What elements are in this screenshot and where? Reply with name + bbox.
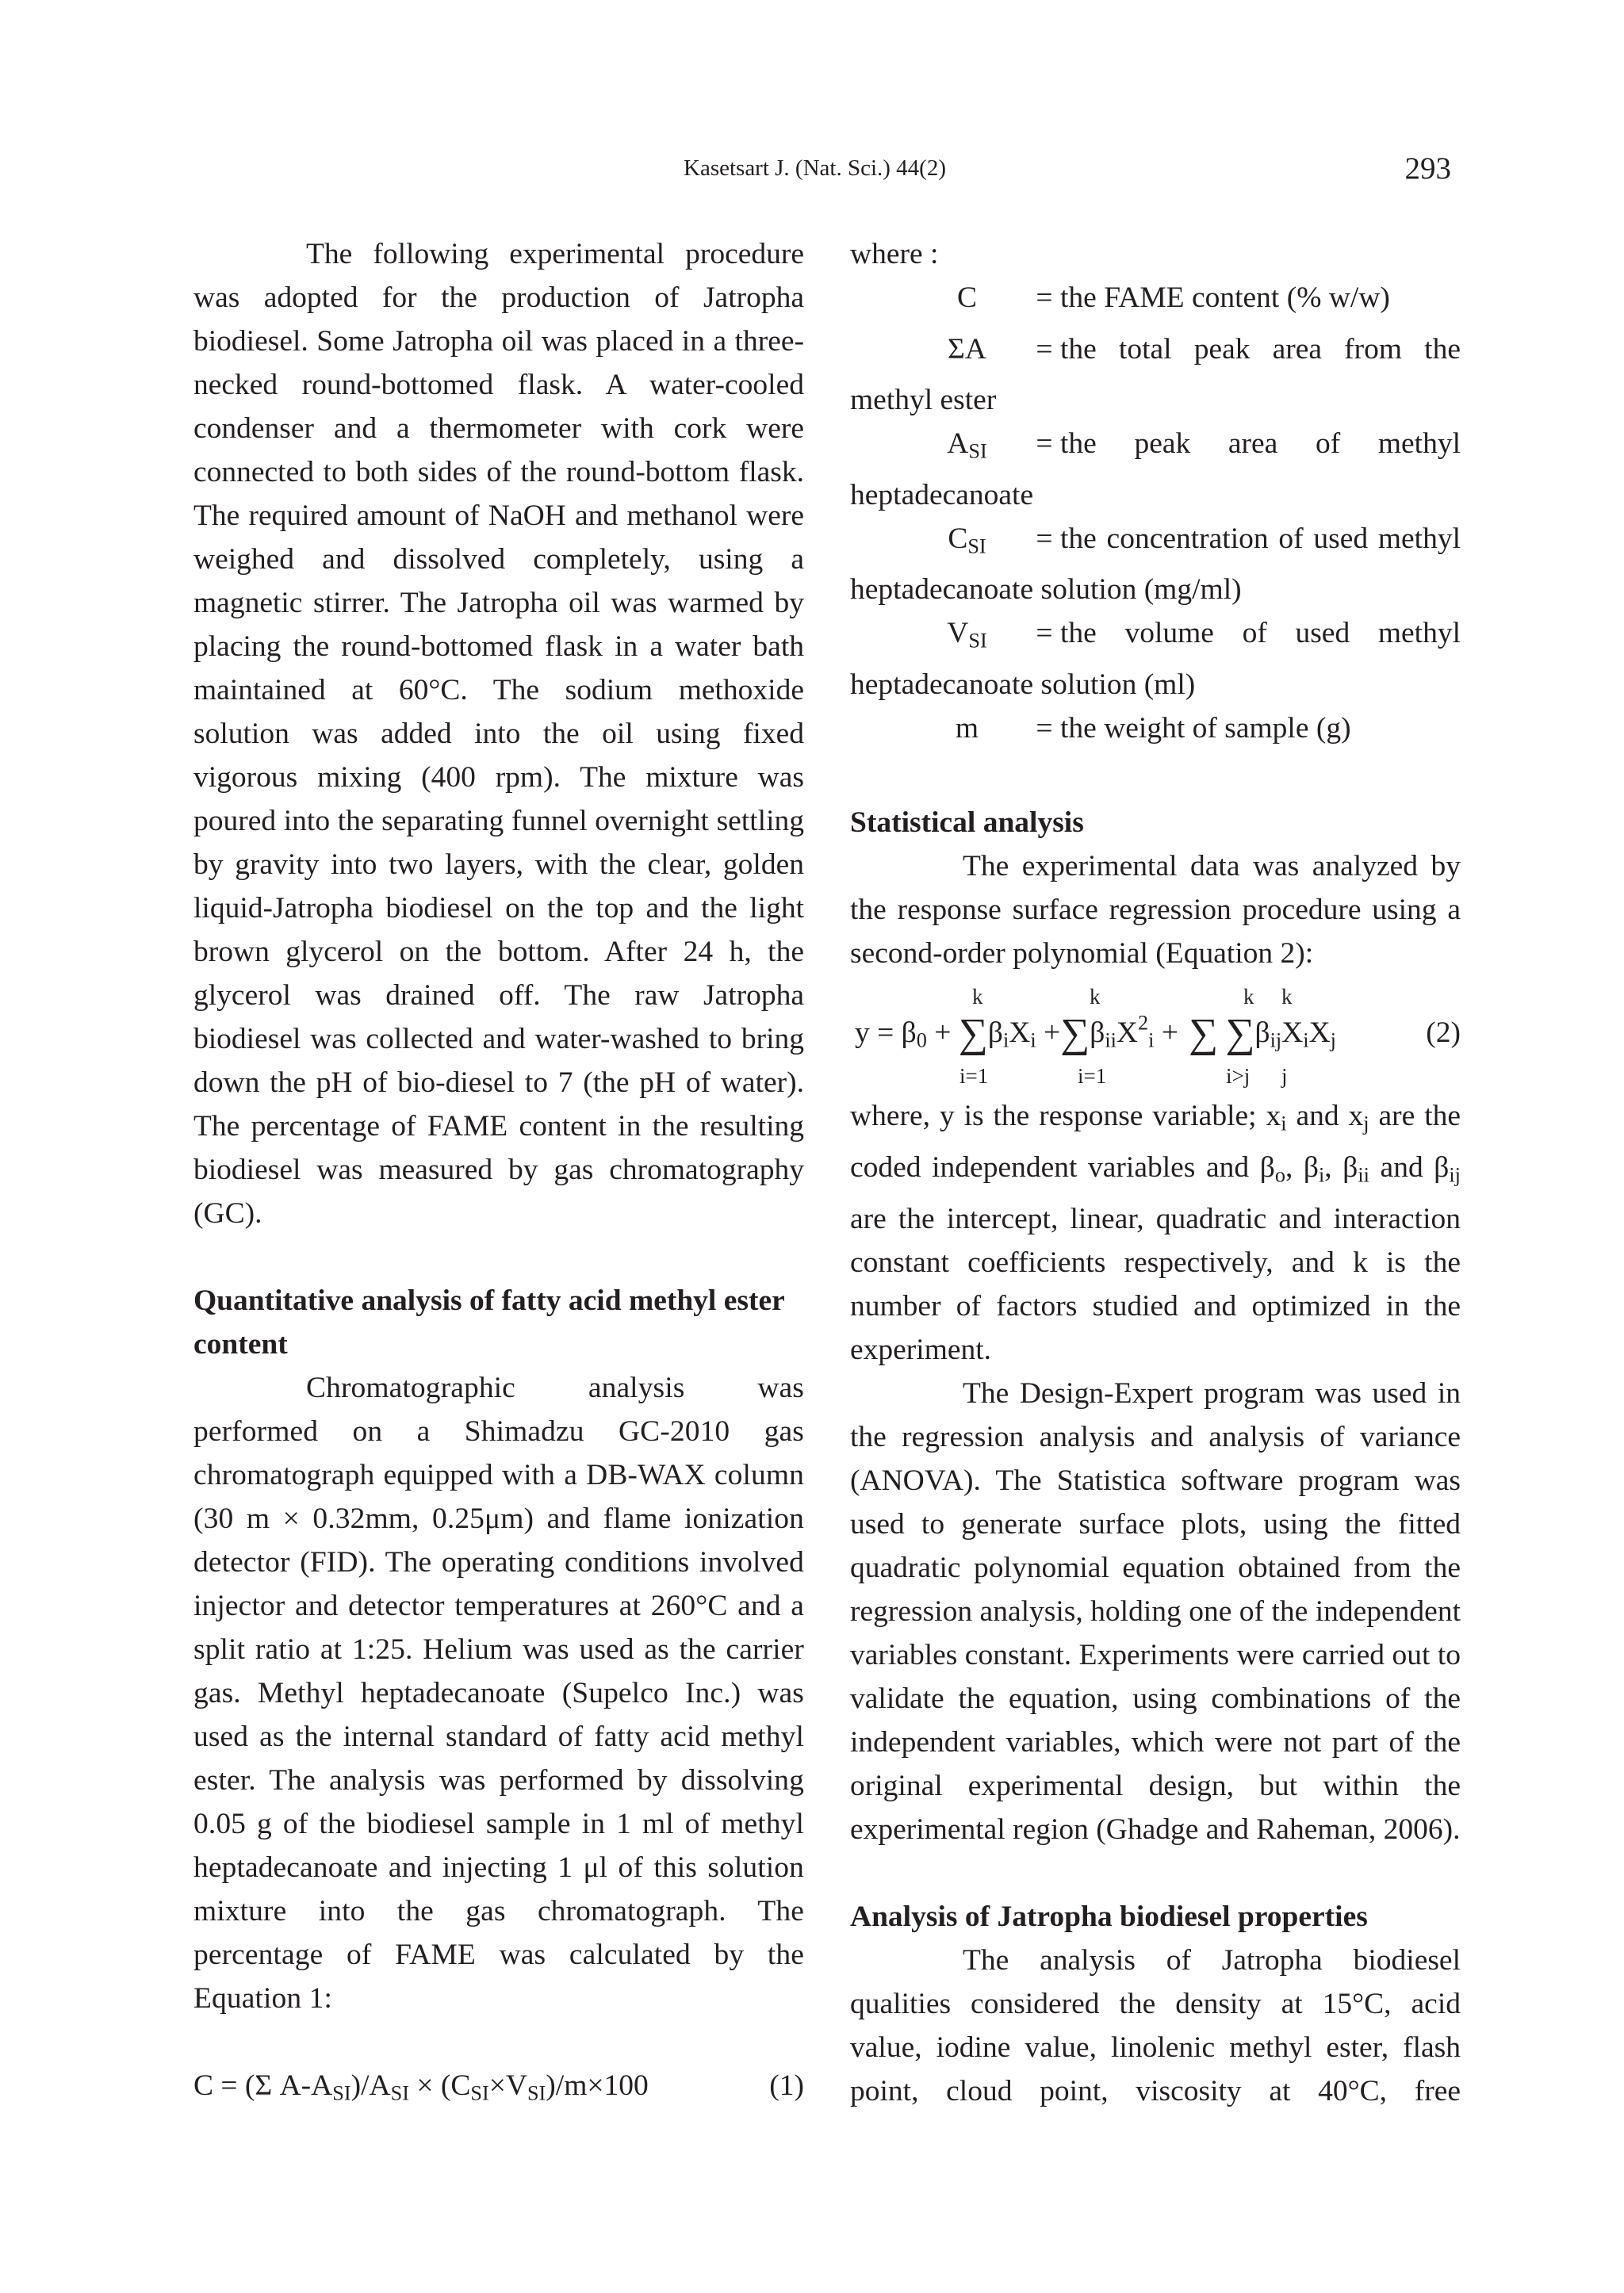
definition-c-si-cont: heptadecanoate solution (mg/ml) <box>850 573 1242 607</box>
equation-1-body: C = (Σ $A-A_{SI})/A_{SI} \times (C_{SI}\times V_{SI})/m\times 100$ <box>193 2069 649 2105</box>
paragraph-where-y: where, y is the response variable; $x_i$ and $x_j$ are the coded independent variables and $\beta_o$, $\beta_i$, $\beta_{ii}$ and $\beta_{ij}$ are the intercept, linear, quadratic and interaction constant coefficients respectively, and k is the number of factors studied and optimized in the experiment. <box>850 1100 1461 1366</box>
equation-1-label: (1) <box>769 2069 804 2102</box>
heading-quantitative-analysis: Quantitative analysis of fatty acid methyl ester content <box>193 1284 785 1361</box>
definition-sum-a: ΣA = the total peak area from the <box>948 332 1461 366</box>
definition-v-si: $V_{SI}$ = the volume of used methyl <box>947 617 1461 653</box>
paragraph-biodiesel-properties: The analysis of Jatropha biodiesel qualities considered the density at 15°C, acid value, iodine value, linolenic methyl ester, flash point, cloud point, viscosity at 40°C, free <box>850 1943 1461 2107</box>
definition-sum-a-cont: methyl ester <box>850 384 997 417</box>
where-label: where : <box>850 238 939 270</box>
paragraph-statistical: The experimental data was analyzed by the response surface regression procedure using a second-order polynomial (Equation 2): <box>850 850 1461 970</box>
equation-2: k k k k $y = \beta_0 + \sum\beta_iX_i +\sum\beta_{ii}X^2_i$ + ∑ $\sum\beta_{ij}X_iX_j$ i=1 i=1 i>j j (2) <box>855 985 1461 1089</box>
definition-c-si: $C_{SI}$ = the concentration of used methyl <box>948 522 1461 558</box>
equation-1 <box>193 2064 804 2115</box>
paragraph-procedure: The following experimental procedure was adopted for the production of Jatropha biodiesel. Some Jatropha oil was placed in a three-necked round-bottomed flask. A water-cooled condenser and a thermometer with cork were connected to both sides of the round-bottom flask. The required amount of NaOH and methanol were weighed and dissolved completely, using a magnetic stirrer. The Jatropha oil was warmed by placing the round-bottomed flask in a water bath maintained at 60°C. The sodium methoxide solution was added into the oil using fixed vigorous mixing (400 rpm). The mixture was poured into the separating funnel overnight settling by gravity into two layers, with the clear, golden liquid-Jatropha biodiesel on the top and the light brown glycerol on the bottom. After 24 h, the glycerol was drained off. The raw Jatropha biodiesel was collected and water-washed to bring down the pH of bio-diesel to 7 (the pH of water). The percentage of FAME content in the resulting biodiesel was measured by gas chromatography (GC). <box>193 238 804 1230</box>
left-column <box>193 232 804 2115</box>
right-column <box>850 232 1461 2113</box>
page-number: 293 <box>1404 151 1451 186</box>
paragraph-chromatographic: Chromatographic analysis was performed on a Shimadzu GC-2010 gas chromatograph equipped with a DB-WAX column (30 m × 0.32mm, 0.25μm) and flame ionization detector (FID). The operating conditions involved injector and detector temperatures at 260°C and a split ratio at 1:25. Helium was used as the carrier gas. Methyl heptadecanoate (Supelco Inc.) was used as the internal standard of fatty acid methyl ester. The analysis was performed by dissolving 0.05 g of the biodiesel sample in 1 ml of methyl heptadecanoate and injecting 1 μl of this solution mixture into the gas chromatograph. The percentage of FAME was calculated by the Equation 1: <box>193 1372 804 2015</box>
definition-a-si: $A_{SI}$ = the peak area of methyl <box>947 427 1461 463</box>
heading-biodiesel-properties: Analysis of Jatropha biodiesel properties <box>850 1900 1368 1933</box>
running-title: Kasetsart J. (Nat. Sci.) 44(2) <box>684 155 946 181</box>
definition-a-si-cont: heptadecanoate <box>850 478 1034 511</box>
definition-c: C = the FAME content (% w/w) <box>956 281 1390 314</box>
heading-statistical-analysis: Statistical analysis <box>850 806 1084 840</box>
equation-2-label: (2) <box>1426 1016 1461 1050</box>
equation-2-body: $y = \beta_0 + \sum\beta_iX_i +\sum\beta_{ii}X^2_i$ + ∑ $\sum\beta_{ij}X_iX_j$ <box>855 1011 1336 1057</box>
paragraph-design-expert: The Design-Expert program was used in the regression analysis and analysis of variance (ANOVA). The Statistica software program was used to generate surface plots, using the fitted quadratic polynomial equation obtained from the regression analysis, holding one of the independent variables constant. Experiments were carried out to validate the equation, using combinations of the independent variables, which were not part of the original experimental design, but within the experimental region (Ghadge and Raheman, 2006). <box>850 1376 1461 1846</box>
definition-m: m = the weight of sample (g) <box>955 711 1351 745</box>
definition-v-si-cont: heptadecanoate solution (ml) <box>850 668 1196 701</box>
running-header <box>0 151 1624 190</box>
